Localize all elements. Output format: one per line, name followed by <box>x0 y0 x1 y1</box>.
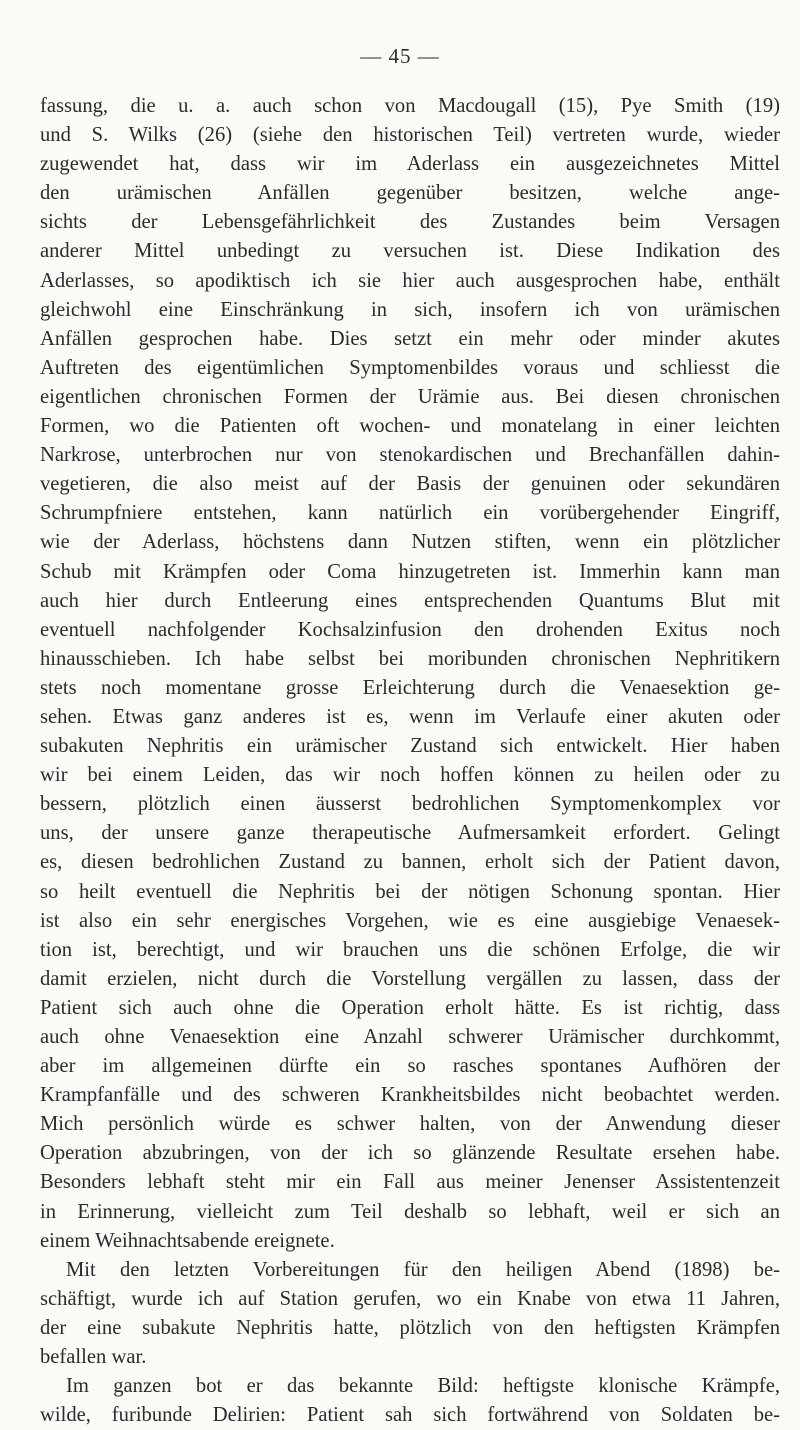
text-line: einem Weihnachtsabende ereignete. <box>40 1229 335 1252</box>
text-line: gleichwohl eine Einschränkung in sich, insofern ich von urämischen <box>40 298 780 321</box>
text-line: eventuell nachfolgender Kochsalzinfusion den drohenden Exitus noch <box>40 618 780 641</box>
text-line: Krampfanfälle und des schweren Krankheitsbildes nicht beobachtet werden. <box>40 1084 780 1107</box>
text-line: fassung, die u. a. auch schon von Macdougall (15), Pye Smith (19) <box>40 95 780 117</box>
text-line: anderer Mittel unbedingt zu versuchen ist. Diese Indikation des <box>40 240 780 263</box>
text-line: Auftreten des eigentümlichen Symptomenbildes voraus und schliesst die <box>40 356 780 379</box>
text-line: Patient sich auch ohne die Operation erholt hätte. Es ist richtig, dass <box>40 996 780 1019</box>
text-line: befallen war. <box>40 1346 147 1369</box>
text-line: vegetieren, die also meist auf der Basis der genuinen oder sekundären <box>40 473 780 496</box>
text-line: sichts der Lebensgefährlichkeit des Zustandes beim Versagen <box>40 211 780 234</box>
page-number-header: — 45 — <box>360 44 440 68</box>
text-line: in Erinnerung, vielleicht zum Teil deshalb so lebhaft, weil er sich an <box>40 1200 780 1223</box>
text-line: Besonders lebhaft steht mir ein Fall aus meiner Jenenser Assistentenzeit <box>40 1171 780 1194</box>
text-line: wie der Aderlass, höchstens dann Nutzen stiften, wenn ein plötzlicher <box>40 531 780 554</box>
text-line: schäftigt, wurde ich auf Station gerufen, wo ein Knabe von etwa 11 Jahren, <box>40 1287 780 1310</box>
text-line: damit erzielen, nicht durch die Vorstellung vergällen zu lassen, dass der <box>40 967 780 990</box>
text-line: Schrumpfniere entstehen, kann natürlich ein vorübergehender Eingriff, <box>40 502 780 525</box>
text-line: so heilt eventuell die Nephritis bei der nötigen Schonung spontan. Hier <box>40 880 780 903</box>
text-line: aber im allgemeinen dürfte ein so rasches spontanes Aufhören der <box>40 1055 780 1078</box>
text-line: eigentlichen chronischen Formen der Urämie aus. Bei diesen chronischen <box>40 385 780 408</box>
text-line: Aderlasses, so apodiktisch ich sie hier auch ausgesprochen habe, enthält <box>40 269 780 292</box>
text-line: wir bei einem Leiden, das wir noch hoffen können zu heilen oder zu <box>40 764 780 787</box>
text-line: sehen. Etwas ganz anderes ist es, wenn im Verlaufe einer akuten oder <box>40 705 780 728</box>
text-line: Im ganzen bot er das bekannte Bild: heftigste klonische Krämpfe, <box>66 1375 780 1398</box>
text-line: stets noch momentane grosse Erleichterung durch die Venaesektion ge- <box>40 676 780 699</box>
text-line: ist also ein sehr energisches Vorgehen, wie es eine ausgiebige Venaesek- <box>40 909 780 932</box>
text-line: auch ohne Venaesektion eine Anzahl schwerer Urämischer durchkommt, <box>40 1026 780 1048</box>
text-line: Anfällen gesprochen habe. Dies setzt ein mehr oder minder akutes <box>40 327 780 350</box>
text-line: und S. Wilks (26) (siehe den historischen Teil) vertreten wurde, wieder <box>40 124 780 147</box>
text-line: Narkrose, unterbrochen nur von stenokardischen und Brechanfällen dahin- <box>40 444 780 467</box>
text-line: Formen, wo die Patienten oft wochen- und monatelang in einer leichten <box>40 415 780 438</box>
text-line: es, diesen bedrohlichen Zustand zu bannen, erholt sich der Patient davon, <box>40 851 780 874</box>
text-line: wilde, furibunde Delirien: Patient sah sich fortwährend von Soldaten be- <box>40 1404 780 1427</box>
text-line: bessern, plötzlich einen äusserst bedrohlichen Symptomenkomplex vor <box>40 793 780 816</box>
body-text <box>40 92 780 1430</box>
text-line: Mich persönlich würde es schwer halten, von der Anwendung dieser <box>40 1113 780 1136</box>
text-line: tion ist, berechtigt, und wir brauchen uns die schönen Erfolge, die wir <box>40 938 780 961</box>
text-line: zugewendet hat, dass wir im Aderlass ein ausgezeichnetes Mittel <box>40 153 780 176</box>
text-line: auch hier durch Entleerung eines entsprechenden Quantums Blut mit <box>40 589 780 612</box>
text-line: subakuten Nephritis ein urämischer Zustand sich entwickelt. Hier haben <box>40 735 780 758</box>
text-line: hinausschieben. Ich habe selbst bei moribunden chronischen Nephritikern <box>40 647 780 670</box>
text-line: uns, der unsere ganze therapeutische Aufmersamkeit erfordert. Gelingt <box>40 822 780 845</box>
text-line: Schub mit Krämpfen oder Coma hinzugetreten ist. Immerhin kann man <box>40 560 780 583</box>
text-line: Operation abzubringen, von der ich so glänzende Resultate ersehen habe. <box>40 1142 780 1165</box>
text-line: Mit den letzten Vorbereitungen für den heiligen Abend (1898) be- <box>66 1258 780 1281</box>
text-line: der eine subakute Nephritis hatte, plötzlich von den heftigsten Krämpfen <box>40 1316 780 1339</box>
text-line: den urämischen Anfällen gegenüber besitzen, welche ange- <box>40 182 780 205</box>
